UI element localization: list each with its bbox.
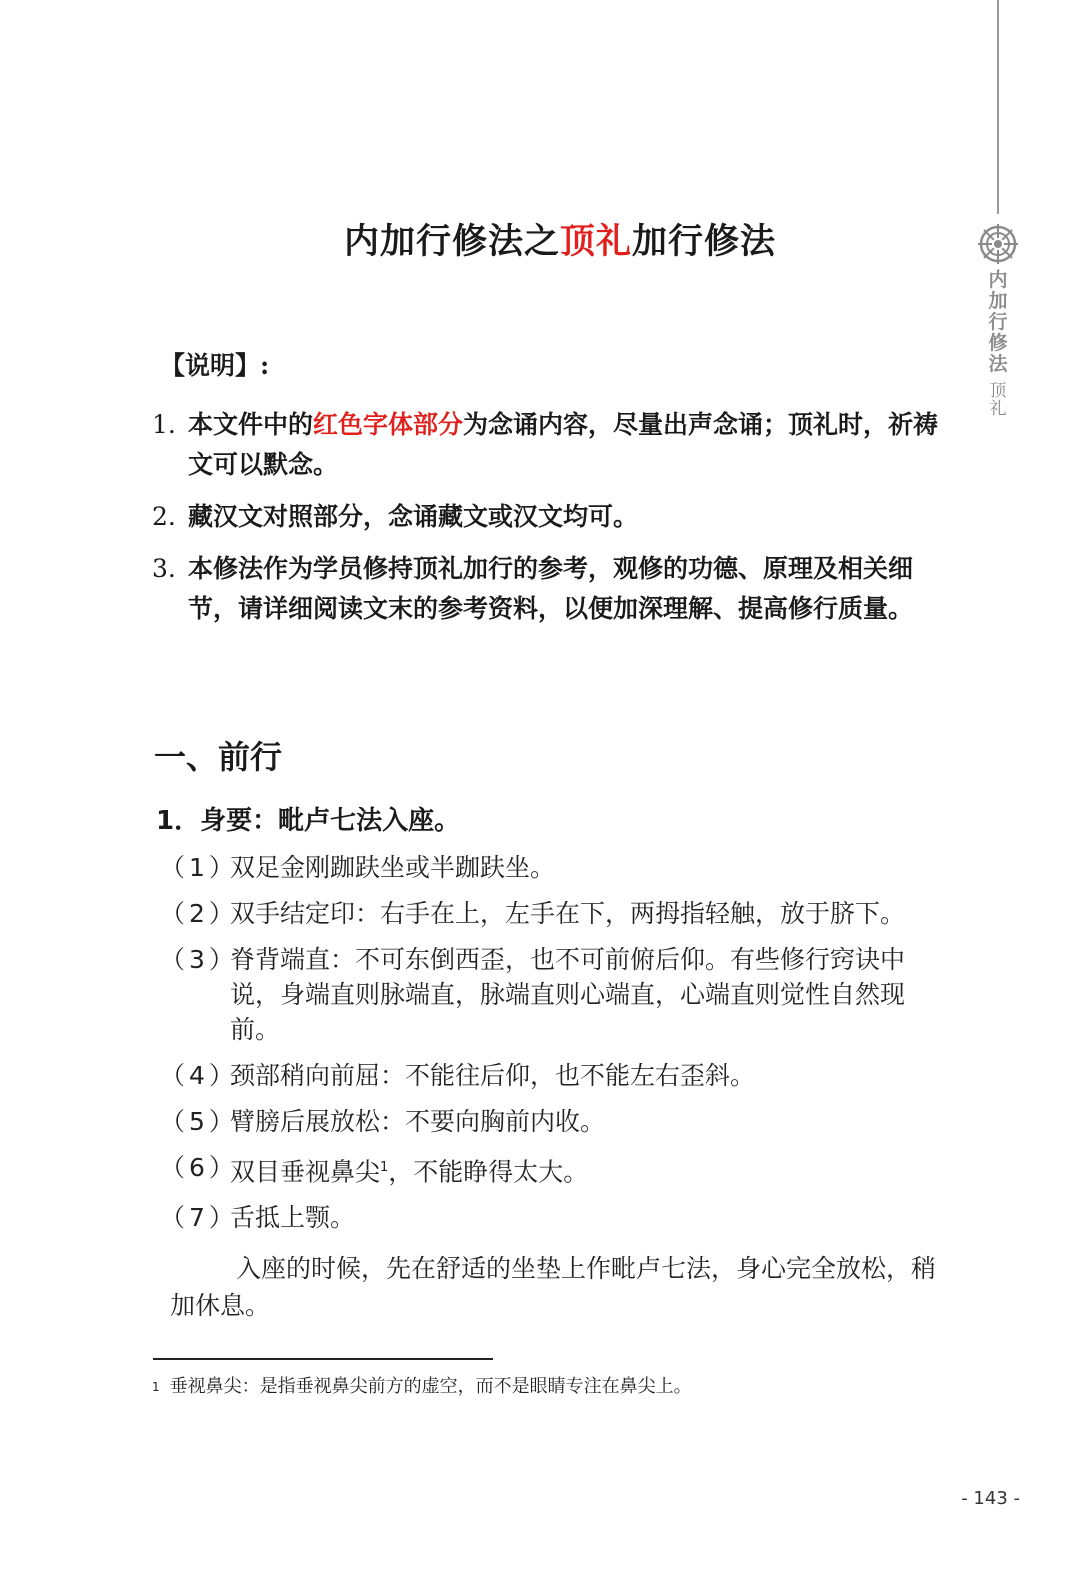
item-text: 脊背端直：不可东倒西歪，也不可前俯后仰。有些修行窍诀中说，身端直则脉端直，脉端直则心端直，心端直则觉性自然现前。 xyxy=(230,945,906,1044)
item-text-after: ，不能睁得太大。 xyxy=(388,1157,589,1187)
list-item xyxy=(160,1058,950,1093)
footnote-divider xyxy=(153,1358,493,1360)
footnote-number: 1 xyxy=(152,1380,160,1394)
item-number: （4） xyxy=(160,1061,238,1090)
title-part1: 内加行修法之 xyxy=(343,221,560,262)
item-number: （3） xyxy=(160,945,238,974)
section-subheading: 1．身要：毗卢七法入座。 xyxy=(156,806,461,836)
list-item xyxy=(160,850,950,885)
item-text: 双目垂视鼻尖 xyxy=(230,1157,381,1187)
dharma-wheel-icon xyxy=(976,222,1020,266)
notes-list xyxy=(152,405,942,641)
note-item xyxy=(152,405,942,485)
item-text: 双手结定印：右手在上，左手在下，两拇指轻触，放于脐下。 xyxy=(230,899,906,928)
footnote-text: 垂视鼻尖：是指垂视鼻尖前方的虚空，而不是眼睛专注在鼻尖上。 xyxy=(169,1376,692,1397)
list-item xyxy=(160,942,950,1047)
note-text: 为念诵内容，尽量出声念诵；顶礼时，祈祷文可以默念。 xyxy=(188,410,939,479)
note-number: 3. xyxy=(152,554,176,583)
note-item xyxy=(152,549,942,629)
item-number: （2） xyxy=(160,899,238,928)
posture-list xyxy=(160,850,950,1246)
side-tab-chapter: 内加行修法 xyxy=(988,269,1008,375)
note-text: 藏汉文对照部分，念诵藏文或汉文均可。 xyxy=(188,502,639,531)
body-paragraph: 入座的时候，先在舒适的坐垫上作毗卢七法，身心完全放松，稍加休息。 xyxy=(170,1254,937,1320)
note-number: 2. xyxy=(152,502,176,531)
item-number: （1） xyxy=(160,853,238,882)
list-item xyxy=(160,1104,950,1139)
note-red-text: 红色字体部分 xyxy=(313,410,464,439)
list-item xyxy=(160,896,950,931)
note-text: 本修法作为学员修持顶礼加行的参考，观修的功德、原理及相关细节，请详细阅读文末的参考资料，以便加深理解、提高修行质量。 xyxy=(188,554,914,623)
note-number: 1. xyxy=(152,410,176,439)
section-heading: 一、前行 xyxy=(154,738,283,776)
page-title xyxy=(200,214,920,264)
item-number: （7） xyxy=(160,1203,238,1233)
list-item xyxy=(160,1150,950,1189)
item-number: （6） xyxy=(160,1153,238,1182)
item-text: 臂膀后展放松：不要向胸前内收。 xyxy=(230,1107,606,1136)
note-text: 本文件中的 xyxy=(188,410,314,439)
item-text: 双足金刚跏趺坐或半跏趺坐。 xyxy=(230,853,556,882)
title-part2: 加行修法 xyxy=(632,221,777,262)
footnote-ref[interactable]: 1 xyxy=(380,1160,389,1175)
page-number: - 143 - xyxy=(961,1488,1020,1509)
item-text: 颈部稍向前屈：不能往后仰，也不能左右歪斜。 xyxy=(230,1061,756,1090)
list-item xyxy=(160,1200,950,1235)
item-text: 舌抵上颚。 xyxy=(230,1203,356,1233)
footnote xyxy=(152,1374,952,1400)
item-number: （5） xyxy=(160,1107,238,1136)
title-highlight: 顶礼 xyxy=(559,221,632,262)
side-tab-section: 顶礼 xyxy=(989,381,1007,419)
note-item xyxy=(152,497,942,537)
side-divider-line xyxy=(997,0,999,214)
notes-heading: 【说明】: xyxy=(160,351,270,380)
